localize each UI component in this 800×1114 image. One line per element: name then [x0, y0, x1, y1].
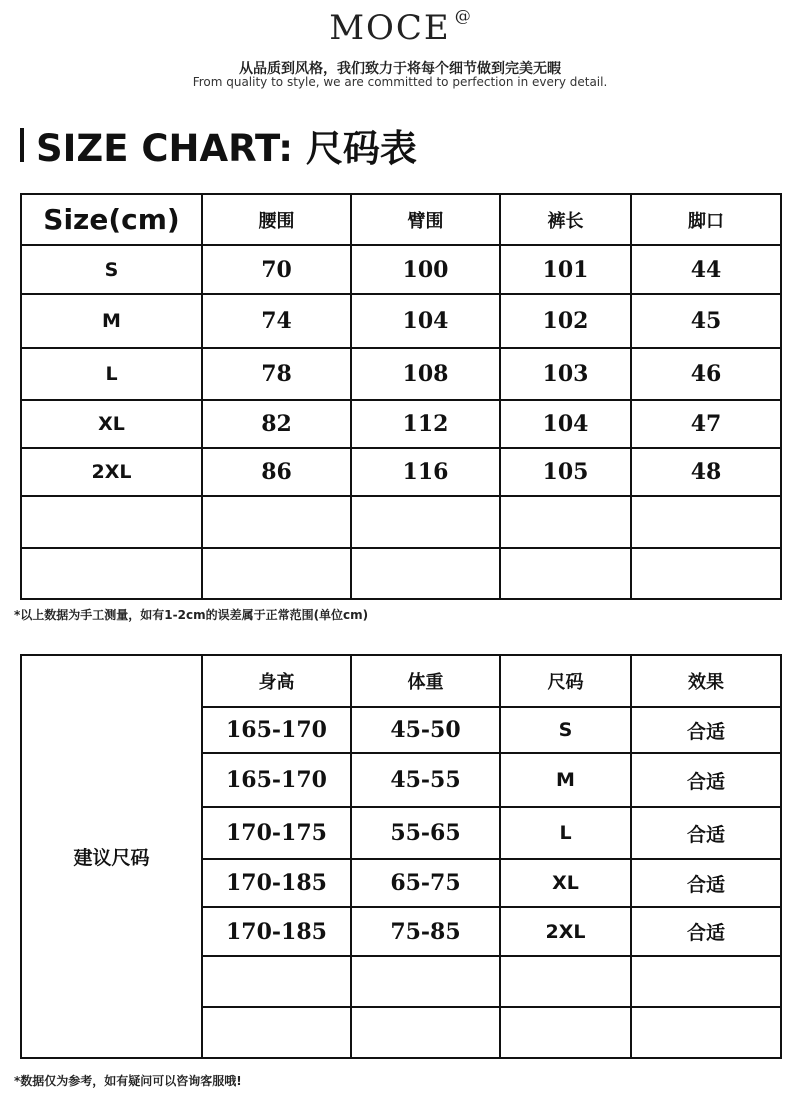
empty-cell — [202, 496, 351, 548]
effect-cell: 合适 — [631, 707, 781, 753]
measurement-note: *以上数据为手工测量，如有1-2cm的误差属于正常范围(单位cm) — [14, 608, 369, 622]
value-cell: 100 — [351, 245, 500, 294]
size-cell: L — [21, 348, 202, 400]
header-effect: 效果 — [631, 655, 781, 707]
size-cell: S — [21, 245, 202, 294]
value-cell: 74 — [202, 294, 351, 348]
empty-cell — [202, 956, 351, 1007]
empty-cell — [631, 548, 781, 599]
height-cell: 165-170 — [202, 753, 351, 807]
empty-cell — [21, 496, 202, 548]
value-cell: 101 — [500, 245, 631, 294]
value-cell: 112 — [351, 400, 500, 448]
brand-name: MOCE — [329, 8, 451, 48]
title-bar — [20, 128, 24, 162]
weight-cell: 45-55 — [351, 753, 500, 807]
size-cell: L — [500, 807, 631, 859]
header-waist: 腰围 — [202, 194, 351, 245]
value-cell: 46 — [631, 348, 781, 400]
effect-cell: 合适 — [631, 807, 781, 859]
height-cell: 170-175 — [202, 807, 351, 859]
empty-cell — [202, 548, 351, 599]
brand-mark: @ — [454, 5, 471, 25]
value-cell: 47 — [631, 400, 781, 448]
table-row — [21, 245, 781, 294]
value-cell: 102 — [500, 294, 631, 348]
empty-cell — [351, 496, 500, 548]
value-cell: 105 — [500, 448, 631, 496]
effect-cell: 合适 — [631, 753, 781, 807]
weight-cell: 75-85 — [351, 907, 500, 956]
page-title — [20, 118, 417, 172]
size-table-header — [21, 194, 781, 245]
value-cell: 45 — [631, 294, 781, 348]
empty-cell — [631, 496, 781, 548]
slogan-english: From quality to style, we are committed to perfection in every detail. — [192, 75, 608, 89]
empty-cell — [631, 1007, 781, 1058]
empty-row — [21, 496, 781, 548]
size-cell: 2XL — [21, 448, 202, 496]
recommend-table — [20, 654, 782, 1059]
height-cell: 165-170 — [202, 707, 351, 753]
size-cell: XL — [21, 400, 202, 448]
effect-cell: 合适 — [631, 859, 781, 907]
header-hem: 脚口 — [631, 194, 781, 245]
header-length: 裤长 — [500, 194, 631, 245]
size-cell: S — [500, 707, 631, 753]
effect-cell: 合适 — [631, 907, 781, 956]
height-cell: 170-185 — [202, 907, 351, 956]
table-row — [21, 348, 781, 400]
empty-row — [21, 548, 781, 599]
empty-cell — [351, 1007, 500, 1058]
reference-note: *数据仅为参考，如有疑问可以咨询客服哦! — [14, 1074, 242, 1088]
empty-cell — [21, 548, 202, 599]
weight-cell: 65-75 — [351, 859, 500, 907]
value-cell: 103 — [500, 348, 631, 400]
header-size: 尺码 — [500, 655, 631, 707]
value-cell: 48 — [631, 448, 781, 496]
empty-cell — [500, 548, 631, 599]
value-cell: 104 — [500, 400, 631, 448]
empty-cell — [500, 496, 631, 548]
size-cell: M — [500, 753, 631, 807]
size-cell: M — [21, 294, 202, 348]
recommend-table-header — [21, 655, 781, 707]
height-cell: 170-185 — [202, 859, 351, 907]
value-cell: 86 — [202, 448, 351, 496]
empty-cell — [631, 956, 781, 1007]
empty-cell — [351, 956, 500, 1007]
size-cell: 2XL — [500, 907, 631, 956]
empty-cell — [202, 1007, 351, 1058]
value-cell: 78 — [202, 348, 351, 400]
value-cell: 104 — [351, 294, 500, 348]
table-row — [21, 400, 781, 448]
header-weight: 体重 — [351, 655, 500, 707]
slogan-chinese: 从品质到风格，我们致力于将每个细节做到完美无暇 — [239, 61, 561, 77]
value-cell: 44 — [631, 245, 781, 294]
empty-cell — [500, 1007, 631, 1058]
header-arm: 臂围 — [351, 194, 500, 245]
empty-cell — [500, 956, 631, 1007]
table-row — [21, 448, 781, 496]
value-cell: 108 — [351, 348, 500, 400]
brand-logo — [0, 5, 800, 48]
header-size: Size(cm) — [21, 194, 202, 245]
weight-cell: 45-50 — [351, 707, 500, 753]
value-cell: 116 — [351, 448, 500, 496]
table-row — [21, 294, 781, 348]
value-cell: 82 — [202, 400, 351, 448]
size-table — [20, 193, 782, 600]
recommend-side-label: 建议尺码 — [21, 655, 202, 1058]
page-title-text: SIZE CHART: 尺码表 — [36, 127, 417, 170]
size-cell: XL — [500, 859, 631, 907]
empty-cell — [351, 548, 500, 599]
weight-cell: 55-65 — [351, 807, 500, 859]
header-height: 身高 — [202, 655, 351, 707]
value-cell: 70 — [202, 245, 351, 294]
